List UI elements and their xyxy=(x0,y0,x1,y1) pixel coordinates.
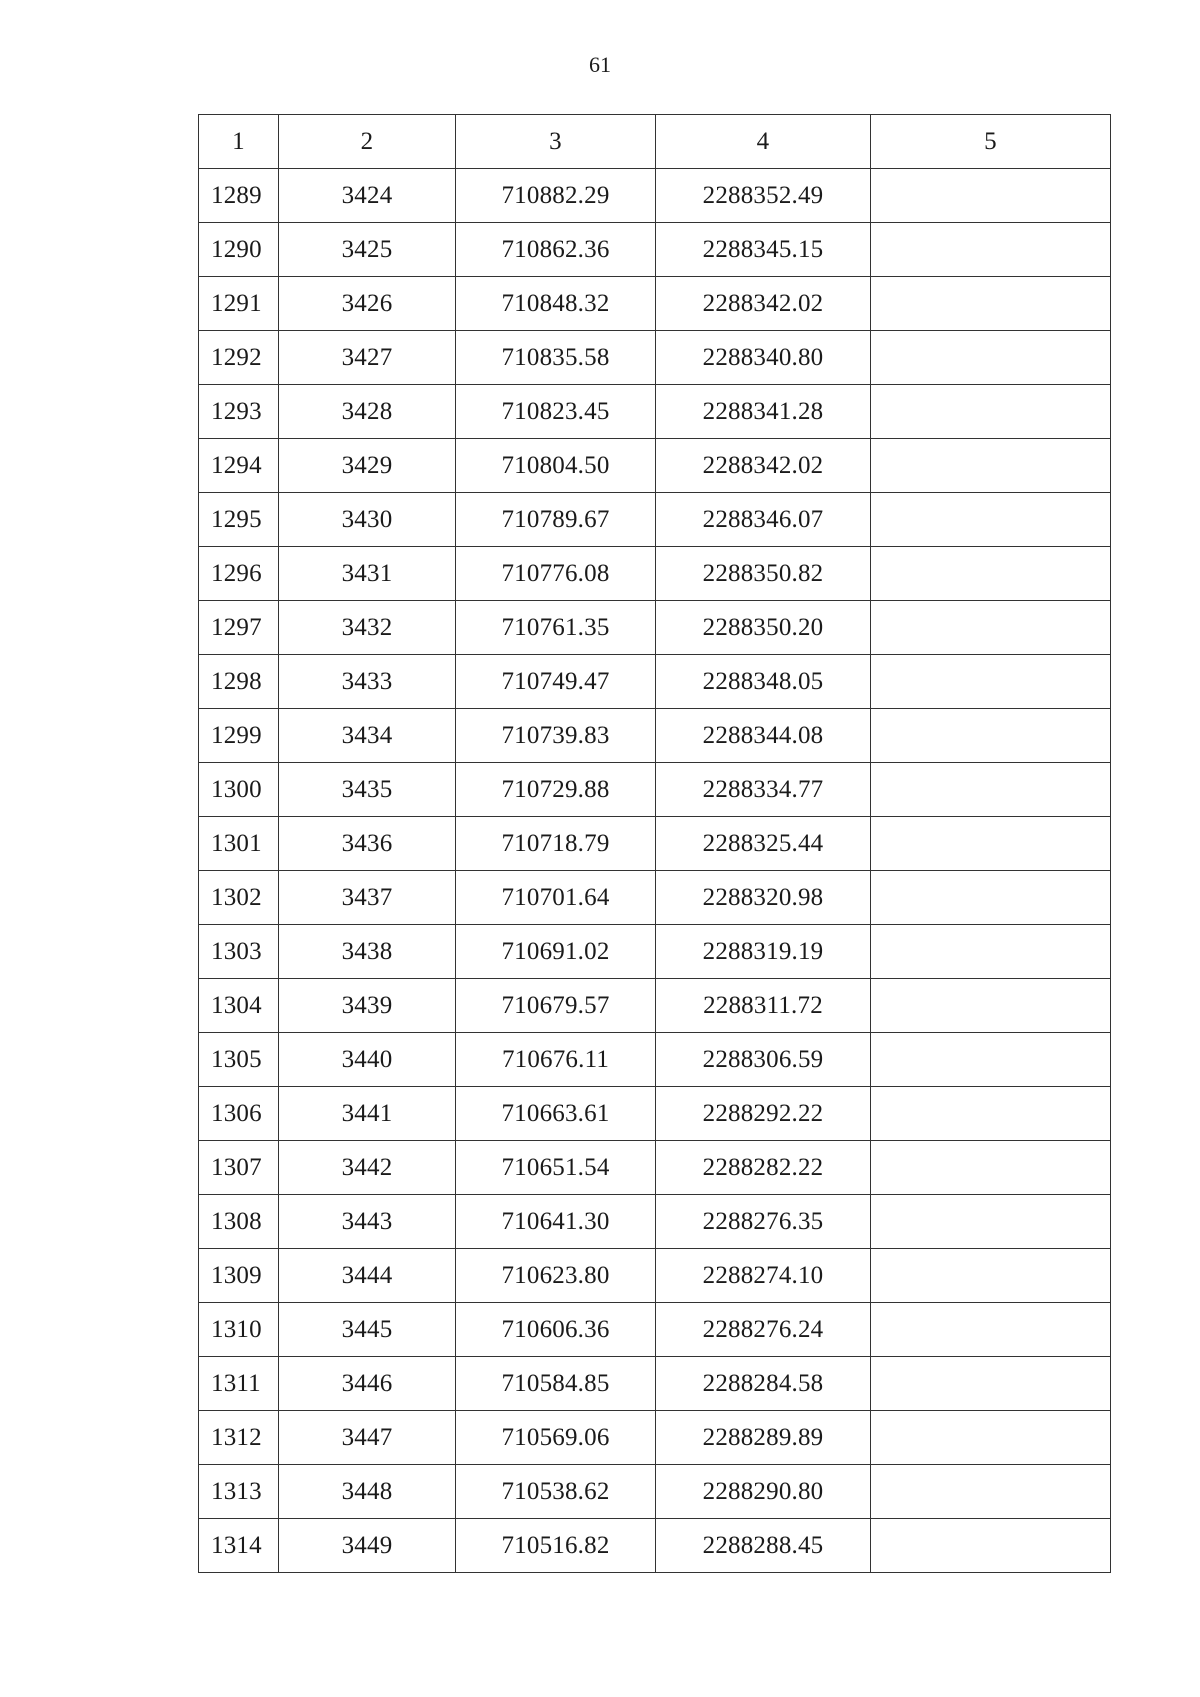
y-coordinate-cell: 2288342.02 xyxy=(656,277,871,331)
point-number-cell: 3441 xyxy=(279,1087,456,1141)
row-number-cell: 1311 xyxy=(199,1357,279,1411)
note-cell xyxy=(871,1411,1111,1465)
page-number: 61 xyxy=(589,52,611,77)
row-number-cell: 1292 xyxy=(199,331,279,385)
row-number-cell: 1314 xyxy=(199,1519,279,1573)
row-number-cell: 1307 xyxy=(199,1141,279,1195)
table-row xyxy=(199,169,1111,223)
table-row xyxy=(199,763,1111,817)
table-row xyxy=(199,709,1111,763)
y-coordinate-cell: 2288311.72 xyxy=(656,979,871,1033)
point-number-cell: 3435 xyxy=(279,763,456,817)
x-coordinate-cell: 710739.83 xyxy=(456,709,656,763)
point-number-cell: 3438 xyxy=(279,925,456,979)
note-cell xyxy=(871,925,1111,979)
point-number-cell: 3425 xyxy=(279,223,456,277)
table-row xyxy=(199,547,1111,601)
x-coordinate-cell: 710862.36 xyxy=(456,223,656,277)
point-number-cell: 3444 xyxy=(279,1249,456,1303)
x-coordinate-cell: 710623.80 xyxy=(456,1249,656,1303)
table-row xyxy=(199,1195,1111,1249)
row-number-cell: 1300 xyxy=(199,763,279,817)
y-coordinate-cell: 2288284.58 xyxy=(656,1357,871,1411)
point-number-cell: 3445 xyxy=(279,1303,456,1357)
header-col-1: 1 xyxy=(199,115,279,169)
point-number-cell: 3439 xyxy=(279,979,456,1033)
point-number-cell: 3430 xyxy=(279,493,456,547)
table-row xyxy=(199,385,1111,439)
note-cell xyxy=(871,277,1111,331)
row-number-cell: 1309 xyxy=(199,1249,279,1303)
x-coordinate-cell: 710676.11 xyxy=(456,1033,656,1087)
point-number-cell: 3442 xyxy=(279,1141,456,1195)
note-cell xyxy=(871,1303,1111,1357)
y-coordinate-cell: 2288292.22 xyxy=(656,1087,871,1141)
y-coordinate-cell: 2288346.07 xyxy=(656,493,871,547)
row-number-cell: 1308 xyxy=(199,1195,279,1249)
note-cell xyxy=(871,385,1111,439)
table-row xyxy=(199,871,1111,925)
x-coordinate-cell: 710823.45 xyxy=(456,385,656,439)
note-cell xyxy=(871,709,1111,763)
table-row xyxy=(199,979,1111,1033)
note-cell xyxy=(871,871,1111,925)
x-coordinate-cell: 710606.36 xyxy=(456,1303,656,1357)
x-coordinate-cell: 710761.35 xyxy=(456,601,656,655)
table-row xyxy=(199,1303,1111,1357)
y-coordinate-cell: 2288282.22 xyxy=(656,1141,871,1195)
y-coordinate-cell: 2288325.44 xyxy=(656,817,871,871)
table-body xyxy=(199,169,1111,1573)
point-number-cell: 3431 xyxy=(279,547,456,601)
y-coordinate-cell: 2288288.45 xyxy=(656,1519,871,1573)
y-coordinate-cell: 2288306.59 xyxy=(656,1033,871,1087)
x-coordinate-cell: 710718.79 xyxy=(456,817,656,871)
table-header-row xyxy=(199,115,1111,169)
row-number-cell: 1297 xyxy=(199,601,279,655)
table-row xyxy=(199,223,1111,277)
x-coordinate-cell: 710569.06 xyxy=(456,1411,656,1465)
note-cell xyxy=(871,1249,1111,1303)
point-number-cell: 3427 xyxy=(279,331,456,385)
row-number-cell: 1312 xyxy=(199,1411,279,1465)
point-number-cell: 3432 xyxy=(279,601,456,655)
table-row xyxy=(199,439,1111,493)
table-row xyxy=(199,1465,1111,1519)
point-number-cell: 3436 xyxy=(279,817,456,871)
table-row xyxy=(199,1033,1111,1087)
coordinates-table xyxy=(198,114,1111,1573)
note-cell xyxy=(871,655,1111,709)
point-number-cell: 3426 xyxy=(279,277,456,331)
note-cell xyxy=(871,1141,1111,1195)
note-cell xyxy=(871,979,1111,1033)
row-number-cell: 1303 xyxy=(199,925,279,979)
row-number-cell: 1296 xyxy=(199,547,279,601)
row-number-cell: 1290 xyxy=(199,223,279,277)
header-col-4: 4 xyxy=(656,115,871,169)
x-coordinate-cell: 710651.54 xyxy=(456,1141,656,1195)
x-coordinate-cell: 710882.29 xyxy=(456,169,656,223)
x-coordinate-cell: 710701.64 xyxy=(456,871,656,925)
x-coordinate-cell: 710663.61 xyxy=(456,1087,656,1141)
row-number-cell: 1289 xyxy=(199,169,279,223)
row-number-cell: 1306 xyxy=(199,1087,279,1141)
row-number-cell: 1293 xyxy=(199,385,279,439)
table-row xyxy=(199,331,1111,385)
x-coordinate-cell: 710516.82 xyxy=(456,1519,656,1573)
row-number-cell: 1298 xyxy=(199,655,279,709)
y-coordinate-cell: 2288352.49 xyxy=(656,169,871,223)
note-cell xyxy=(871,1087,1111,1141)
point-number-cell: 3429 xyxy=(279,439,456,493)
y-coordinate-cell: 2288342.02 xyxy=(656,439,871,493)
note-cell xyxy=(871,169,1111,223)
x-coordinate-cell: 710641.30 xyxy=(456,1195,656,1249)
y-coordinate-cell: 2288334.77 xyxy=(656,763,871,817)
point-number-cell: 3428 xyxy=(279,385,456,439)
y-coordinate-cell: 2288348.05 xyxy=(656,655,871,709)
row-number-cell: 1291 xyxy=(199,277,279,331)
x-coordinate-cell: 710776.08 xyxy=(456,547,656,601)
x-coordinate-cell: 710835.58 xyxy=(456,331,656,385)
note-cell xyxy=(871,1519,1111,1573)
x-coordinate-cell: 710789.67 xyxy=(456,493,656,547)
x-coordinate-cell: 710729.88 xyxy=(456,763,656,817)
table-row xyxy=(199,1249,1111,1303)
table-row xyxy=(199,1087,1111,1141)
point-number-cell: 3449 xyxy=(279,1519,456,1573)
point-number-cell: 3446 xyxy=(279,1357,456,1411)
header-col-3: 3 xyxy=(456,115,656,169)
note-cell xyxy=(871,601,1111,655)
x-coordinate-cell: 710538.62 xyxy=(456,1465,656,1519)
table-row xyxy=(199,817,1111,871)
table-row xyxy=(199,601,1111,655)
y-coordinate-cell: 2288320.98 xyxy=(656,871,871,925)
y-coordinate-cell: 2288340.80 xyxy=(656,331,871,385)
y-coordinate-cell: 2288350.20 xyxy=(656,601,871,655)
row-number-cell: 1304 xyxy=(199,979,279,1033)
x-coordinate-cell: 710749.47 xyxy=(456,655,656,709)
y-coordinate-cell: 2288276.24 xyxy=(656,1303,871,1357)
note-cell xyxy=(871,763,1111,817)
point-number-cell: 3448 xyxy=(279,1465,456,1519)
row-number-cell: 1302 xyxy=(199,871,279,925)
y-coordinate-cell: 2288350.82 xyxy=(656,547,871,601)
row-number-cell: 1301 xyxy=(199,817,279,871)
table-row xyxy=(199,1141,1111,1195)
x-coordinate-cell: 710691.02 xyxy=(456,925,656,979)
table-row xyxy=(199,277,1111,331)
x-coordinate-cell: 710679.57 xyxy=(456,979,656,1033)
note-cell xyxy=(871,1033,1111,1087)
y-coordinate-cell: 2288274.10 xyxy=(656,1249,871,1303)
x-coordinate-cell: 710848.32 xyxy=(456,277,656,331)
note-cell xyxy=(871,223,1111,277)
header-col-5: 5 xyxy=(871,115,1111,169)
point-number-cell: 3447 xyxy=(279,1411,456,1465)
y-coordinate-cell: 2288276.35 xyxy=(656,1195,871,1249)
y-coordinate-cell: 2288345.15 xyxy=(656,223,871,277)
row-number-cell: 1310 xyxy=(199,1303,279,1357)
x-coordinate-cell: 710584.85 xyxy=(456,1357,656,1411)
note-cell xyxy=(871,1195,1111,1249)
note-cell xyxy=(871,547,1111,601)
row-number-cell: 1299 xyxy=(199,709,279,763)
point-number-cell: 3434 xyxy=(279,709,456,763)
y-coordinate-cell: 2288341.28 xyxy=(656,385,871,439)
table-row xyxy=(199,925,1111,979)
point-number-cell: 3433 xyxy=(279,655,456,709)
note-cell xyxy=(871,331,1111,385)
y-coordinate-cell: 2288290.80 xyxy=(656,1465,871,1519)
y-coordinate-cell: 2288289.89 xyxy=(656,1411,871,1465)
point-number-cell: 3440 xyxy=(279,1033,456,1087)
x-coordinate-cell: 710804.50 xyxy=(456,439,656,493)
note-cell xyxy=(871,439,1111,493)
row-number-cell: 1313 xyxy=(199,1465,279,1519)
point-number-cell: 3437 xyxy=(279,871,456,925)
y-coordinate-cell: 2288344.08 xyxy=(656,709,871,763)
point-number-cell: 3424 xyxy=(279,169,456,223)
header-col-2: 2 xyxy=(279,115,456,169)
note-cell xyxy=(871,493,1111,547)
row-number-cell: 1295 xyxy=(199,493,279,547)
table-row xyxy=(199,1411,1111,1465)
table-row xyxy=(199,1357,1111,1411)
row-number-cell: 1294 xyxy=(199,439,279,493)
table-row xyxy=(199,655,1111,709)
row-number-cell: 1305 xyxy=(199,1033,279,1087)
table-row xyxy=(199,1519,1111,1573)
table-row xyxy=(199,493,1111,547)
point-number-cell: 3443 xyxy=(279,1195,456,1249)
note-cell xyxy=(871,1465,1111,1519)
note-cell xyxy=(871,1357,1111,1411)
y-coordinate-cell: 2288319.19 xyxy=(656,925,871,979)
note-cell xyxy=(871,817,1111,871)
